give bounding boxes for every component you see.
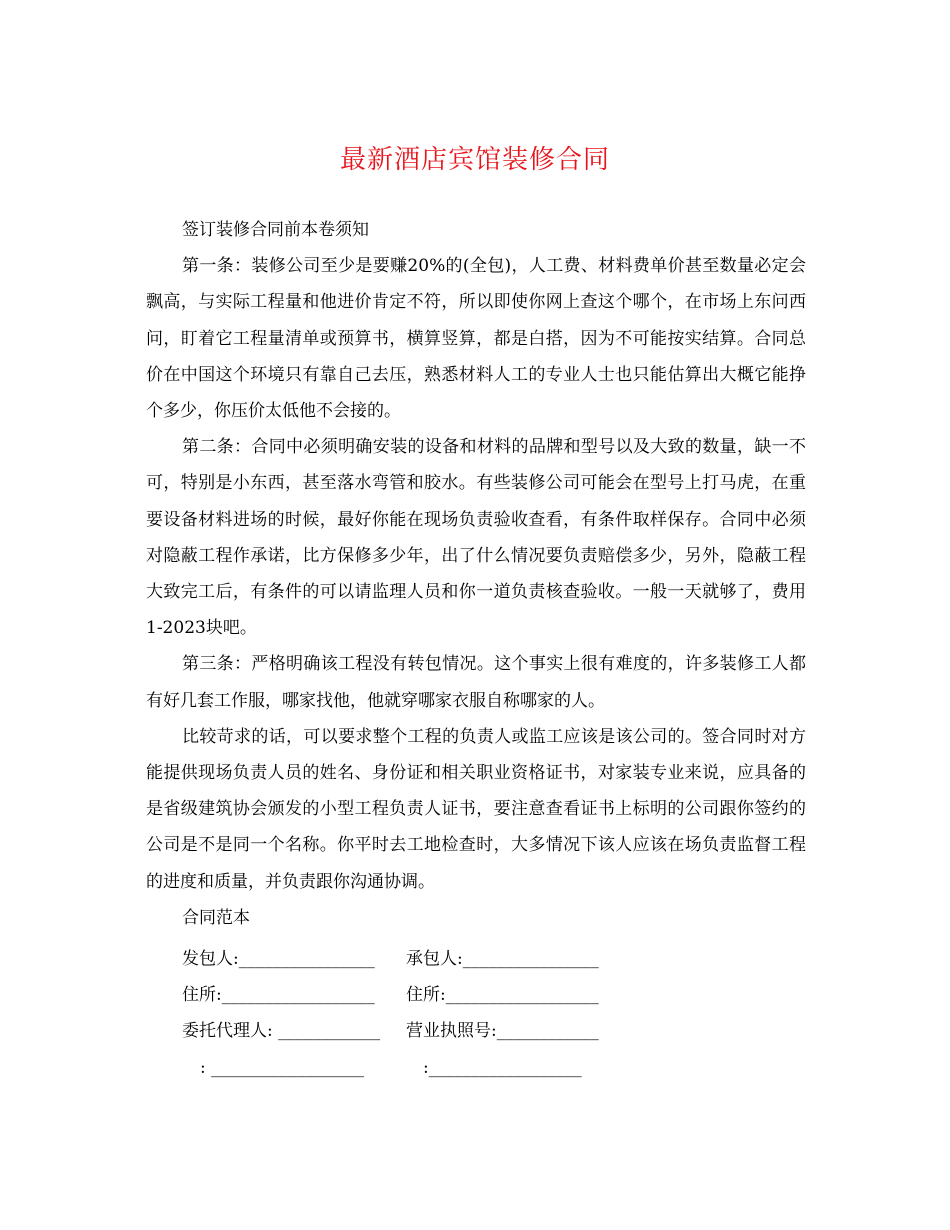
paragraph-article-3: 第三条：严格明确该工程没有转包情况。这个事实上很有难度的，许多装修工人都有好几套工作服，哪家找他，他就穿哪家衣服自称哪家的人。 — [146, 654, 806, 711]
contractor-address-field: 住所:__________________ — [406, 985, 599, 1006]
form-row-agent — [146, 1013, 806, 1049]
paragraph-article-1: 第一条：装修公司至少是要赚20%的(全包)，人工费、材料费单价甚至数量必定会飘高，与实际工程量和他进价肯定不符，所以即使你网上查这个哪个，在市场上东问西问，盯着它工程量清单或预算书，横算竖算，都是白搭，因为不可能按实结算。合同总价在中国这个环境只有靠自己去压，熟悉材料人工的专业人士也只能估算出大概它能挣个多少，你压价太低他不会接的。 — [146, 256, 806, 422]
section-heading-notice: 签订装修合同前本卷须知 — [182, 220, 369, 240]
form-row-address — [146, 977, 806, 1013]
business-license-field: 营业执照号:____________ — [406, 1021, 599, 1042]
blank-field-right: :__________________ — [423, 1057, 582, 1078]
blank-field-left: : __________________ — [200, 1057, 365, 1078]
paragraph-article-2: 第二条：合同中必须明确安装的设备和材料的品牌和型号以及大致的数量，缺一不可，特别是小东西，甚至落水弯管和胶水。有些装修公司可能会在型号上打马虎，在重要设备材料进场的时候，最好你能在现场负责验收查看，有条件取样保存。合同中必须对隐蔽工程作承诺，比方保修多少年，出了什么情况要负责赔偿多少，另外，隐蔽工程大致完工后，有条件的可以请监理人员和你一道负责核查验收。一般一天就够了，费用1-2023块吧。 — [146, 437, 806, 639]
contractor-field: 承包人:________________ — [406, 949, 599, 969]
form-row-parties — [146, 941, 806, 977]
document-title: 最新酒店宾馆装修合同 — [339, 145, 610, 175]
document-body — [146, 212, 806, 936]
contract-form — [146, 941, 806, 1086]
section-heading-contract-sample: 合同范本 — [182, 907, 250, 928]
employer-address-field: 住所:__________________ — [182, 985, 375, 1006]
paragraph-strict-requirements: 比较苛求的话，可以要求整个工程的负责人或监工应该是该公司的。签合同时对方能提供现场负责人员的姓名、身份证和相关职业资格证书，对家装专业来说，应具备的是省级建筑协会颁发的小型工程负责人证书，要注意查看证书上标明的公司跟你签约的公司是不是同一个名称。你平时去工地检查时，大多情况下该人应该在场负责监督工程的进度和质量，并负责跟你沟通协调。 — [146, 726, 806, 892]
agent-field: 委托代理人: ____________ — [182, 1021, 381, 1042]
employer-field: 发包人:________________ — [182, 949, 375, 969]
form-row-blank — [146, 1050, 806, 1086]
